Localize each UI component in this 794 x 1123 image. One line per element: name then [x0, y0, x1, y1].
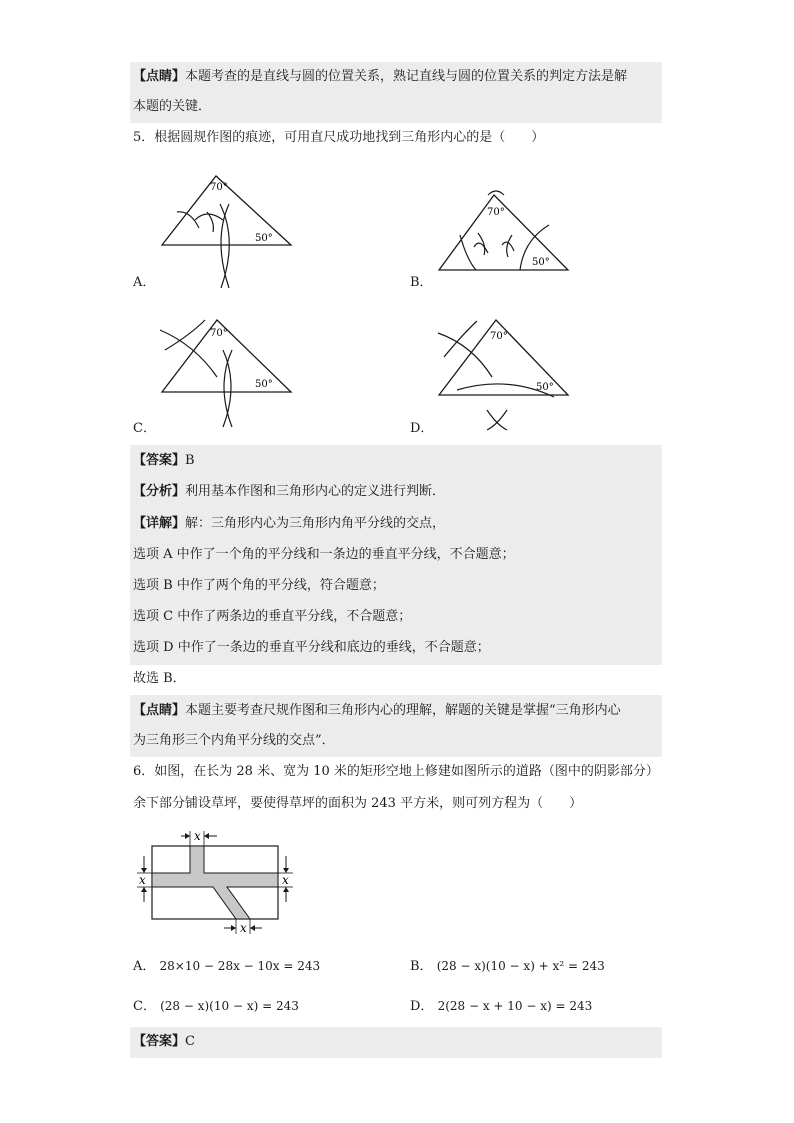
dianjing-text: 本题考查的是直线与圆的位置关系，熟记直线与圆的位置关系的判定方法是解 [185, 69, 628, 84]
answer-tag: 【答案】 [133, 1034, 186, 1049]
angle-top-label: 70° [210, 328, 228, 339]
q5-detail-line0 [133, 514, 445, 534]
var-x-bottom: x [240, 921, 247, 935]
angle-right-label: 50° [532, 257, 550, 268]
q6-option-a [133, 956, 320, 977]
q6-stem-line1: 6．如图，在长为 28 米、宽为 10 米的矩形空地上修建如图所示的道路（图中的阴影部分） [133, 764, 659, 779]
option-expr: (28 − x)(10 − x) = 243 [160, 999, 299, 1013]
dianjing-text: 本题主要考查尺规作图和三角形内心的理解，解题的关键是掌握“三角形内心 [185, 703, 621, 718]
q6-answer [133, 1032, 195, 1052]
angle-top-label: 70° [490, 331, 508, 342]
angle-top-label: 70° [487, 207, 505, 218]
q6-option-c [133, 996, 299, 1017]
q5-option-c-label: C． [133, 421, 156, 436]
angle-right-label: 50° [255, 233, 273, 244]
analysis-tag: 【分析】 [133, 484, 186, 499]
highlight-answer-q5 [130, 445, 662, 477]
q5-detail-line4: 选项 D 中作了一条边的垂直平分线和底边的垂线，不合题意； [133, 640, 490, 655]
q5-option-d-label: D． [410, 421, 434, 436]
var-x-right: x [282, 873, 289, 887]
q4-dianjing-line2: 本题的关键． [133, 99, 212, 114]
q5-dianjing-line1 [133, 701, 621, 721]
q6-figure [132, 826, 302, 941]
q5-option-b-label: B． [410, 275, 433, 290]
q5-stem: 5．根据圆规作图的痕迹，可用直尺成功地找到三角形内心的是（ ） [133, 130, 545, 145]
q5-detail-line1: 选项 A 中作了一个角的平分线和一条边的垂直平分线，不合题意； [133, 547, 515, 562]
option-expr: (28 − x)(10 − x) + x² = 243 [436, 959, 605, 973]
q5-detail-line2: 选项 B 中作了两个角的平分线，符合题意； [133, 578, 385, 593]
option-expr: 28×10 − 28x − 10x = 243 [159, 959, 321, 973]
dianjing-tag: 【点睛】 [133, 703, 186, 718]
q5-figure-b [432, 185, 577, 285]
answer-value: B [185, 453, 195, 468]
dianjing-tag: 【点睛】 [133, 69, 186, 84]
q5-figure-c [155, 315, 300, 440]
highlight-answer-q6 [130, 1027, 662, 1058]
q5-detail-line5: 故选 B． [133, 671, 186, 686]
angle-right-label: 50° [255, 379, 273, 390]
option-label: D． [410, 999, 434, 1014]
option-label: B． [410, 959, 433, 974]
option-label: A． [133, 959, 156, 974]
q5-figure-d [432, 315, 577, 435]
q5-figure-a [155, 170, 300, 295]
q5-dianjing-line2: 为三角形三个内角平分线的交点”． [133, 733, 335, 748]
var-x-left: x [139, 873, 146, 887]
answer-value: C [185, 1034, 195, 1049]
angle-top-label: 70° [210, 182, 228, 193]
option-label: C． [133, 999, 156, 1014]
angle-right-label: 50° [536, 382, 554, 393]
q6-option-d [410, 996, 592, 1017]
q5-answer [133, 451, 195, 471]
highlight-analysis-q5 [130, 477, 662, 665]
q5-analysis [133, 482, 445, 502]
detail-text: 解：三角形内心为三角形内角平分线的交点， [185, 516, 446, 531]
analysis-text: 利用基本作图和三角形内心的定义进行判断． [185, 484, 446, 499]
q5-option-a-label: A． [133, 275, 156, 290]
q5-detail-line3: 选项 C 中作了两条边的垂直平分线，不合题意； [133, 609, 412, 624]
answer-tag: 【答案】 [133, 453, 186, 468]
detail-tag: 【详解】 [133, 516, 186, 531]
q4-dianjing-line1 [133, 67, 627, 87]
var-x-top: x [194, 829, 201, 843]
option-expr: 2(28 − x + 10 − x) = 243 [437, 999, 593, 1013]
q6-stem-line2: 余下部分铺设草坪，要使得草坪的面积为 243 平方米，则可列方程为（ ） [133, 796, 583, 811]
q6-option-b [410, 956, 605, 977]
